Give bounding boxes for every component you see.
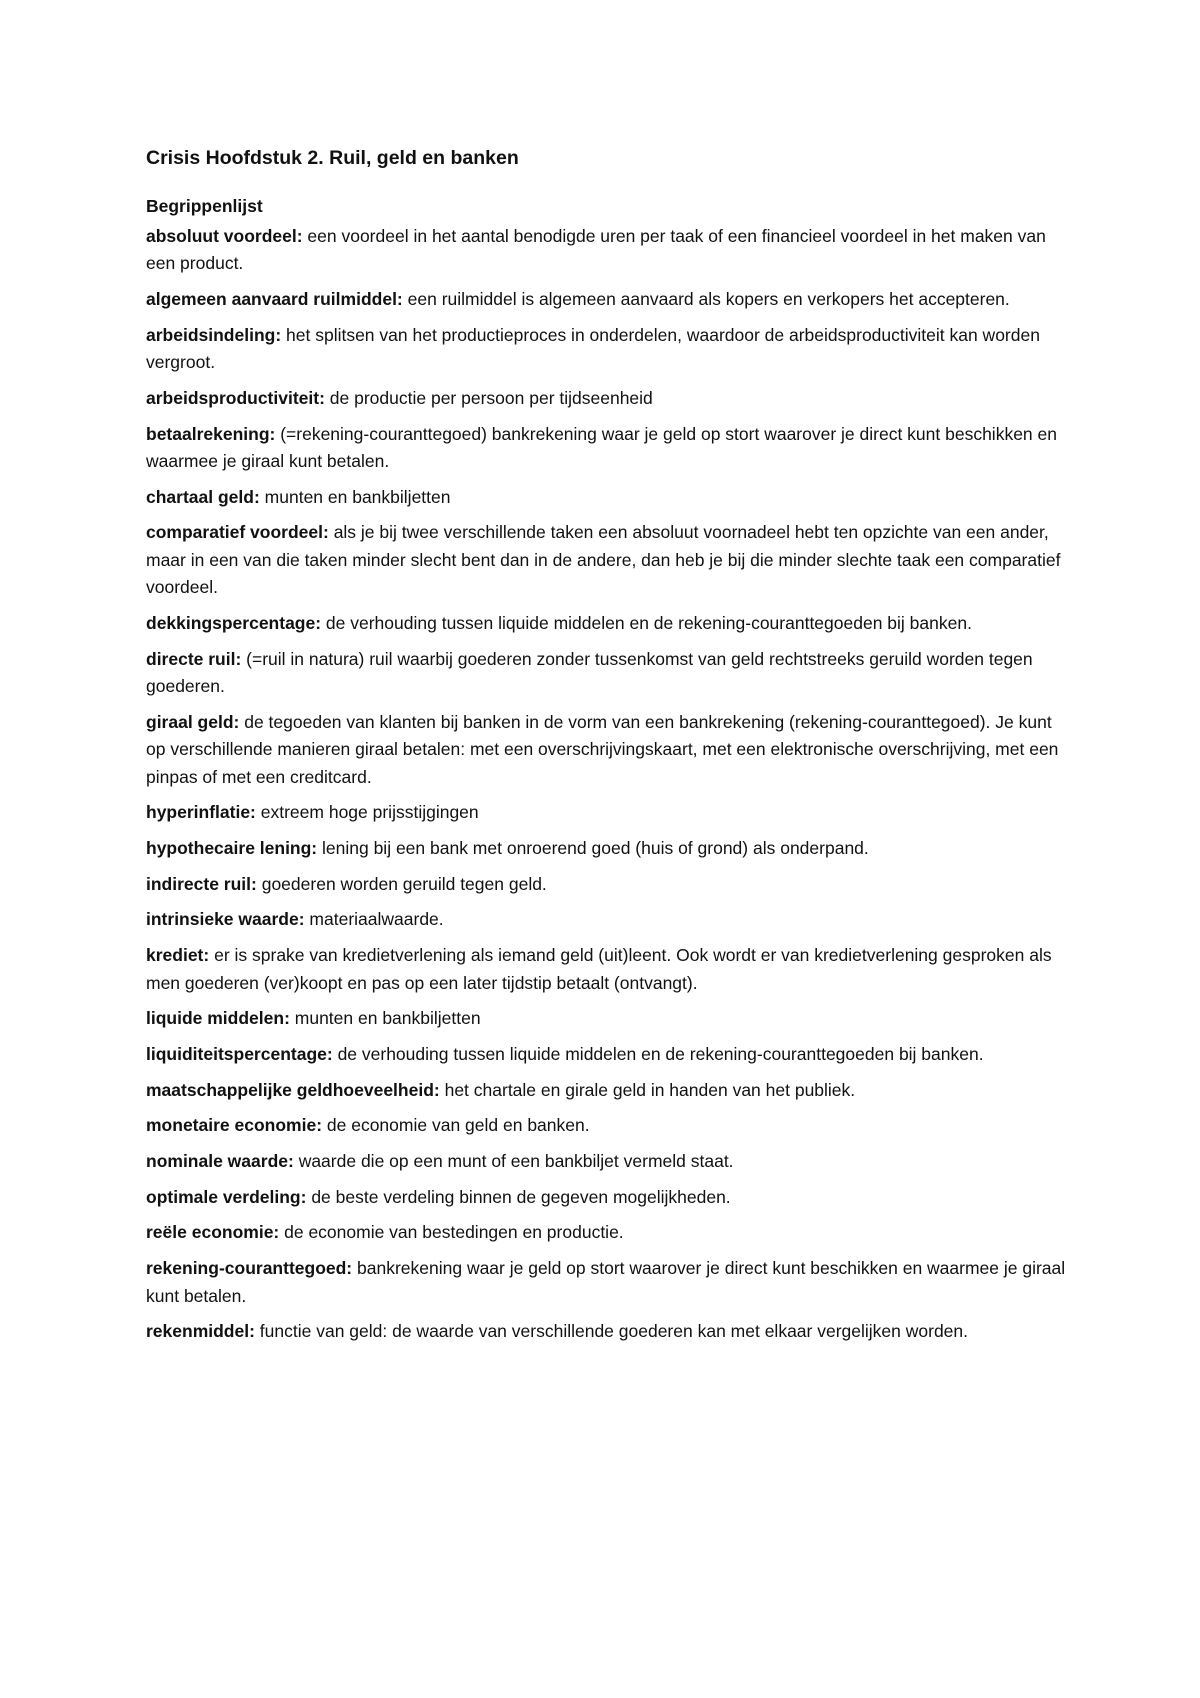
glossary-entry <box>146 1255 1071 1310</box>
glossary-term: betaalrekening: <box>146 423 276 444</box>
glossary-entry <box>146 1219 1071 1246</box>
glossary-entry <box>146 385 1071 412</box>
glossary-entry <box>146 1112 1071 1139</box>
glossary-term: krediet: <box>146 945 210 966</box>
glossary-entry <box>146 709 1071 791</box>
glossary-term: algemeen aanvaard ruilmiddel: <box>146 289 403 310</box>
glossary-term: rekening-couranttegoed: <box>146 1258 353 1279</box>
glossary-term: liquiditeitspercentage: <box>146 1043 333 1064</box>
glossary-term: liquide middelen: <box>146 1008 290 1029</box>
glossary-entry <box>146 835 1071 862</box>
glossary-entry <box>146 1041 1071 1068</box>
section-title: Begrippenlijst <box>146 196 263 216</box>
glossary-definition: de productie per persoon per tijdseenheid <box>324 387 653 408</box>
glossary-definition: (=rekening-couranttegoed) bankrekening waar je geld op stort waarover je direct kunt beschikken en waarmee je giraal kunt betalen. <box>146 423 1057 472</box>
glossary-definition: de economie van bestedingen en productie. <box>279 1222 624 1243</box>
glossary-entry <box>146 519 1071 601</box>
glossary-term: nominale waarde: <box>146 1151 294 1172</box>
glossary-entry <box>146 1184 1071 1211</box>
glossary-entry <box>146 1148 1071 1175</box>
glossary-entry <box>146 906 1071 933</box>
glossary-term: intrinsieke waarde: <box>146 909 305 930</box>
glossary-definition: munten en bankbiljetten <box>259 486 451 507</box>
glossary-definition: een ruilmiddel is algemeen aanvaard als kopers en verkopers het accepteren. <box>402 289 1010 310</box>
glossary-entry <box>146 1318 1071 1345</box>
glossary-term: optimale verdeling: <box>146 1186 307 1207</box>
glossary-definition: het splitsen van het productieproces in onderdelen, waardoor de arbeidsproductiviteit kan worden vergroot. <box>146 324 1040 373</box>
glossary-definition: extreem hoge prijsstijgingen <box>255 802 479 823</box>
glossary-entry <box>146 286 1071 313</box>
glossary-term: hypothecaire lening: <box>146 837 318 858</box>
glossary-term: arbeidsproductiviteit: <box>146 387 325 408</box>
page-content <box>146 145 1071 1354</box>
glossary-term: reële economie: <box>146 1222 280 1243</box>
glossary-definition: de verhouding tussen liquide middelen en de rekening-couranttegoeden bij banken. <box>332 1043 984 1064</box>
glossary-definition: er is sprake van kredietverlening als iemand geld (uit)leent. Ook wordt er van kredietverlening gesproken als men goederen (ver)koopt en pas op een later tijdstip betaalt (ontvangt). <box>146 945 1052 993</box>
glossary-definition: de tegoeden van klanten bij banken in de vorm van een bankrekening (rekening-couranttegoed). Je kunt op verschillende manieren giraal betalen: met een overschrijvingskaart, met een elektronische overschrijving, met een pinpas of met een creditcard. <box>146 711 1059 787</box>
glossary-term: rekenmiddel: <box>146 1321 255 1342</box>
glossary-definition: waarde die op een munt of een bankbiljet vermeld staat. <box>293 1151 734 1172</box>
glossary-entry <box>146 322 1071 377</box>
glossary-term: absoluut voordeel: <box>146 226 303 246</box>
glossary-definition: de verhouding tussen liquide middelen en de rekening-couranttegoeden bij banken. <box>321 612 972 633</box>
glossary-definition: bankrekening waar je geld op stort waarover je direct kunt beschikken en waarmee je giraal kunt betalen. <box>146 1258 1066 1306</box>
glossary-term: dekkingspercentage: <box>146 612 322 633</box>
glossary-term: hyperinflatie: <box>146 802 256 823</box>
glossary-term: comparatief voordeel: <box>146 522 329 543</box>
glossary-entry <box>146 1005 1071 1032</box>
glossary-entry <box>146 646 1071 701</box>
glossary-term: giraal geld: <box>146 711 240 732</box>
glossary-entry <box>146 942 1071 997</box>
glossary-term: maatschappelijke geldhoeveelheid: <box>146 1079 440 1100</box>
glossary-definition: goederen worden geruild tegen geld. <box>256 873 547 894</box>
glossary-term: chartaal geld: <box>146 486 260 507</box>
glossary-entry <box>146 1077 1071 1104</box>
glossary-term: monetaire economie: <box>146 1115 323 1136</box>
glossary-term: indirecte ruil: <box>146 873 257 894</box>
glossary-entry <box>146 871 1071 898</box>
glossary-definition: een voordeel in het aantal benodigde uren per taak of een financieel voordeel in het maken van een product. <box>146 226 1046 274</box>
glossary-definition: materiaalwaarde. <box>304 909 444 930</box>
glossary-definition: de beste verdeling binnen de gegeven mogelijkheden. <box>306 1186 731 1207</box>
glossary-entry <box>146 223 1071 278</box>
glossary-definition: de economie van geld en banken. <box>322 1115 590 1136</box>
glossary-term: directe ruil: <box>146 648 242 669</box>
glossary-list <box>146 223 1071 1346</box>
glossary-definition: als je bij twee verschillende taken een absoluut voornadeel hebt ten opzichte van een ander, maar in een van die taken minder slecht bent dan in de andere, dan heb je bij die minder slechte taak een comparatief voordeel. <box>146 522 1061 598</box>
glossary-entry <box>146 484 1071 511</box>
document-title: Crisis Hoofdstuk 2. Ruil, geld en banken <box>146 147 519 169</box>
glossary-definition: munten en bankbiljetten <box>289 1008 481 1029</box>
glossary-entry <box>146 610 1071 637</box>
glossary-definition: lening bij een bank met onroerend goed (huis of grond) als onderpand. <box>317 837 869 858</box>
glossary-definition: functie van geld: de waarde van verschillende goederen kan met elkaar vergelijken worden. <box>254 1321 969 1342</box>
glossary-entry <box>146 421 1071 476</box>
glossary-definition: (=ruil in natura) ruil waarbij goederen zonder tussenkomst van geld rechtstreeks geruild worden tegen goederen. <box>146 648 1033 697</box>
glossary-definition: het chartale en girale geld in handen van het publiek. <box>439 1079 856 1100</box>
glossary-term: arbeidsindeling: <box>146 324 282 345</box>
glossary-entry <box>146 799 1071 826</box>
